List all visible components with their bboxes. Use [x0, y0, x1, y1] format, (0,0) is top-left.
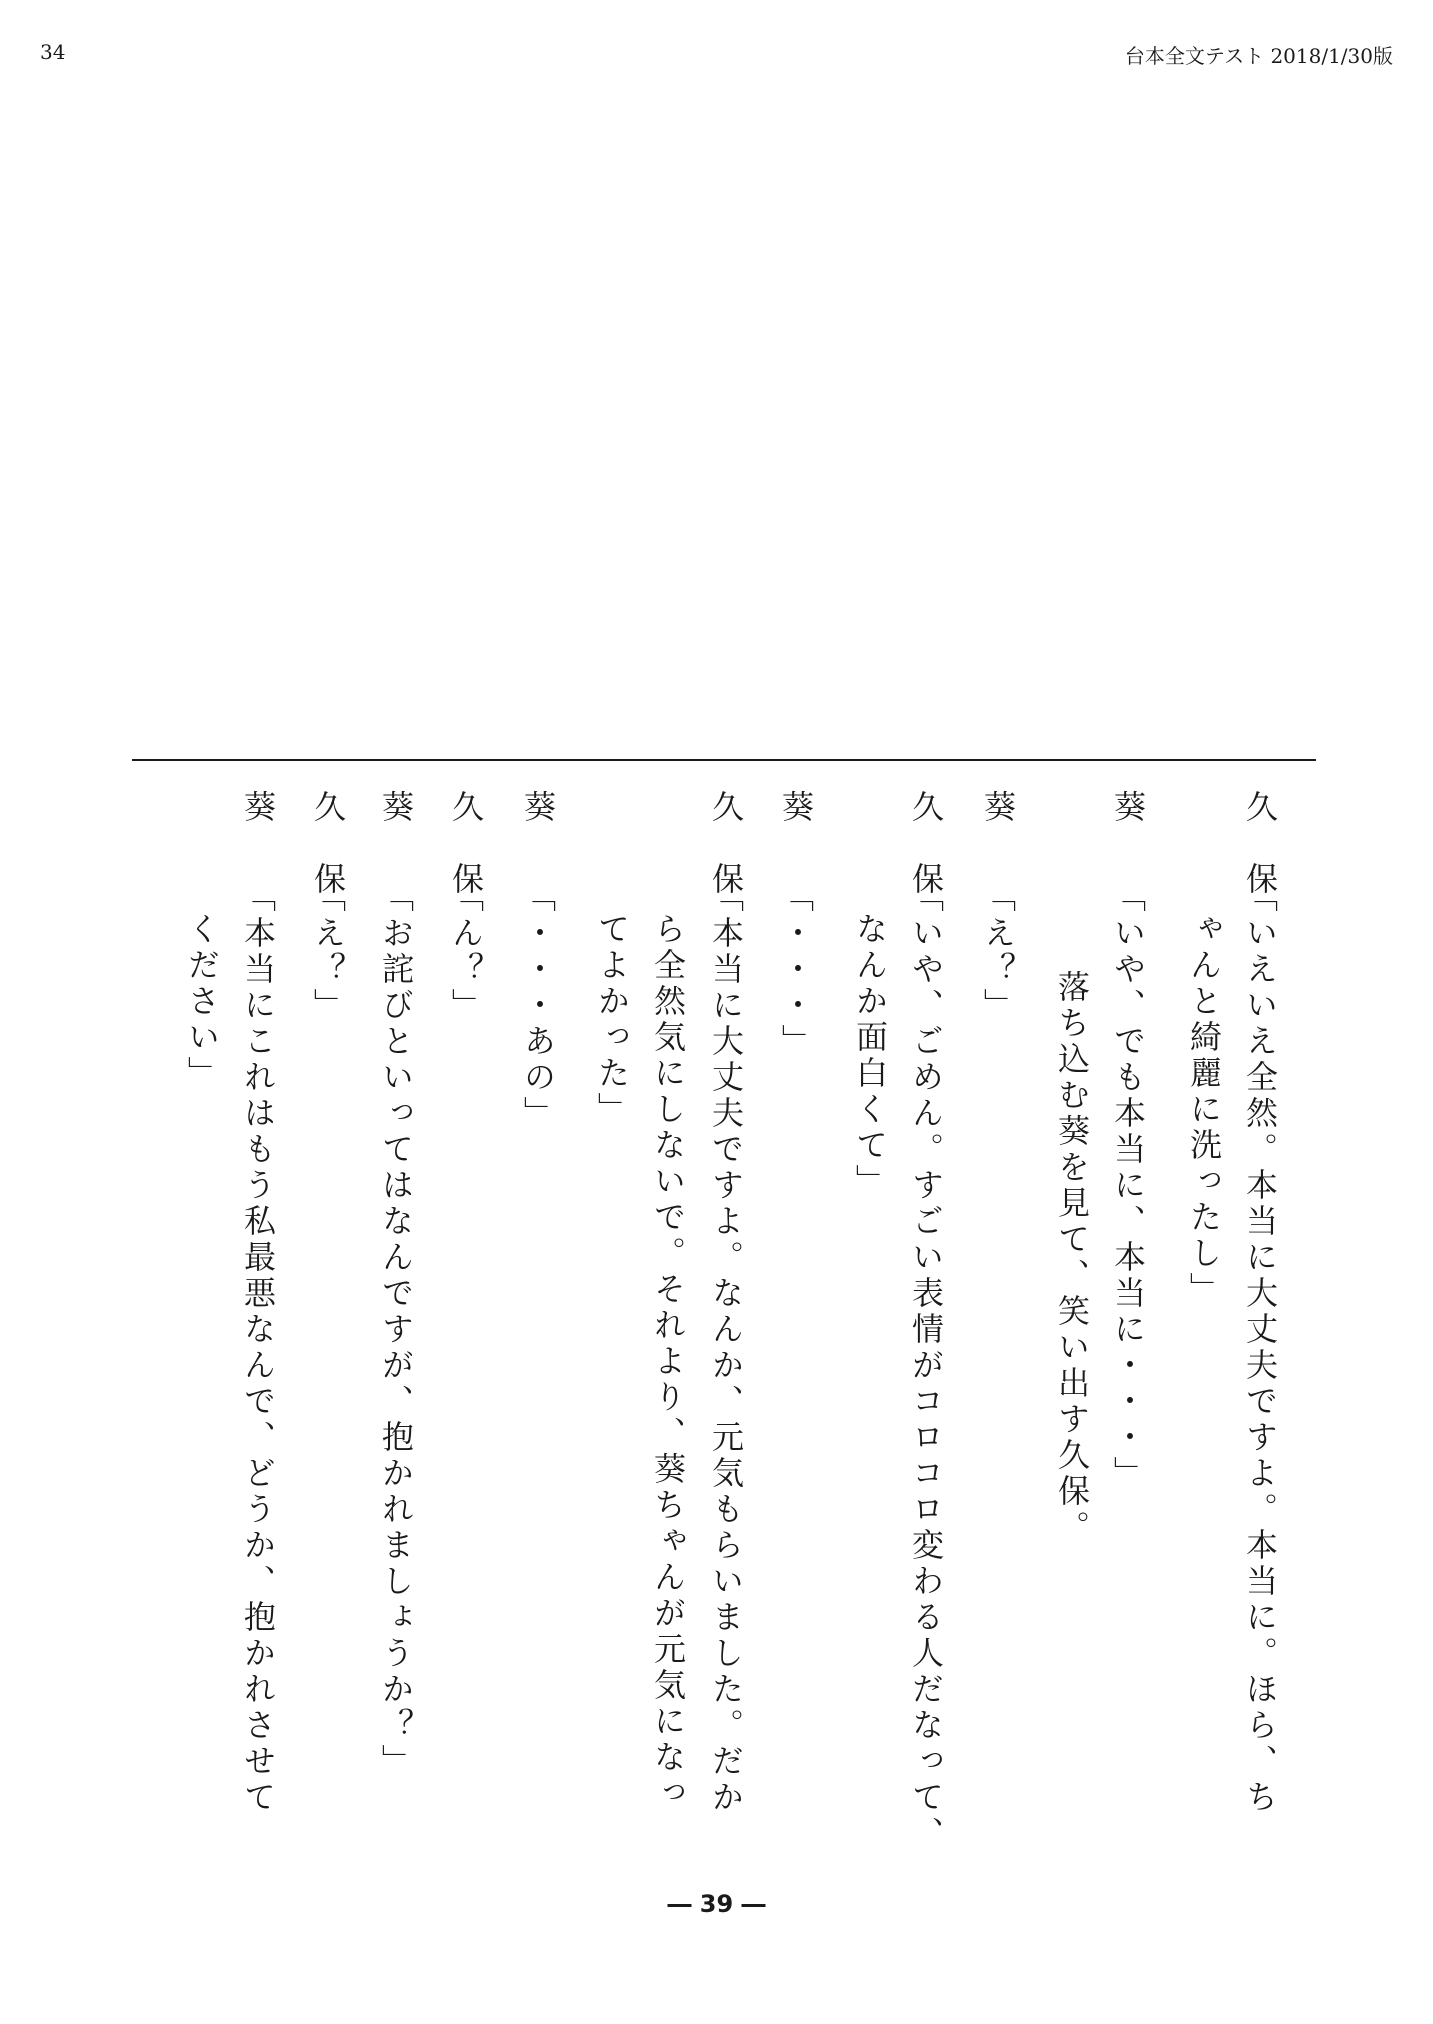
speaker-name: 葵	[377, 790, 415, 826]
dialogue-text: 「本当に大丈夫ですよ。なんか、元気もらいました。だか	[707, 880, 745, 1816]
dialogue-text: 「ん？」	[447, 880, 485, 1024]
speaker-name: 葵	[777, 790, 815, 826]
dialogue-text: ゃんと綺麗に洗ったし」	[1185, 912, 1223, 1308]
dialogue-text: 「本当にこれはもう私最悪なんで、どうか、抱かれさせて	[239, 880, 277, 1816]
stage-direction-text: 落ち込む葵を見て、笑い出す久保。	[1053, 970, 1091, 1546]
speaker-name: 葵	[979, 790, 1017, 826]
dialogue-text: 「・・・あの」	[519, 880, 557, 1132]
dialogue-text: てよかった」	[593, 912, 631, 1128]
dialogue-text: 「え？」	[979, 880, 1017, 1024]
page-number-header: 34	[40, 40, 66, 64]
script-body	[132, 790, 1316, 1890]
horizontal-rule	[132, 759, 1316, 761]
speaker-name: 葵	[519, 790, 557, 826]
speaker-name: 久 保	[907, 790, 945, 898]
dialogue-text: 「いや、でも本当に、本当に・・・」	[1109, 880, 1147, 1492]
dialogue-text: 「いや、ごめん。すごい表情がコロコロ変わる人だなって、	[907, 880, 945, 1852]
speaker-name: 葵	[239, 790, 277, 826]
page-number-footer: ― 39 ―	[667, 1890, 766, 1918]
document-title: 台本全文テスト 2018/1/30版	[1124, 44, 1393, 68]
dialogue-text: 「え？」	[309, 880, 347, 1024]
dialogue-text: 「お詫びといってはなんですが、抱かれましょうか？」	[377, 880, 415, 1780]
speaker-name: 久 保	[1241, 790, 1279, 898]
speaker-name: 久 保	[707, 790, 745, 898]
dialogue-text: なんか面白くて」	[851, 912, 889, 1200]
speaker-name: 久 保	[309, 790, 347, 898]
dialogue-text: 「・・・」	[777, 880, 815, 1060]
speaker-name: 久 保	[447, 790, 485, 898]
dialogue-text: ら全然気にしないで。それより、葵ちゃんが元気になっ	[649, 912, 687, 1812]
dialogue-text: ください」	[183, 912, 221, 1092]
dialogue-text: 「いえいえ全然。本当に大丈夫ですよ。本当に。ほら、ち	[1241, 880, 1279, 1816]
speaker-name: 葵	[1109, 790, 1147, 826]
